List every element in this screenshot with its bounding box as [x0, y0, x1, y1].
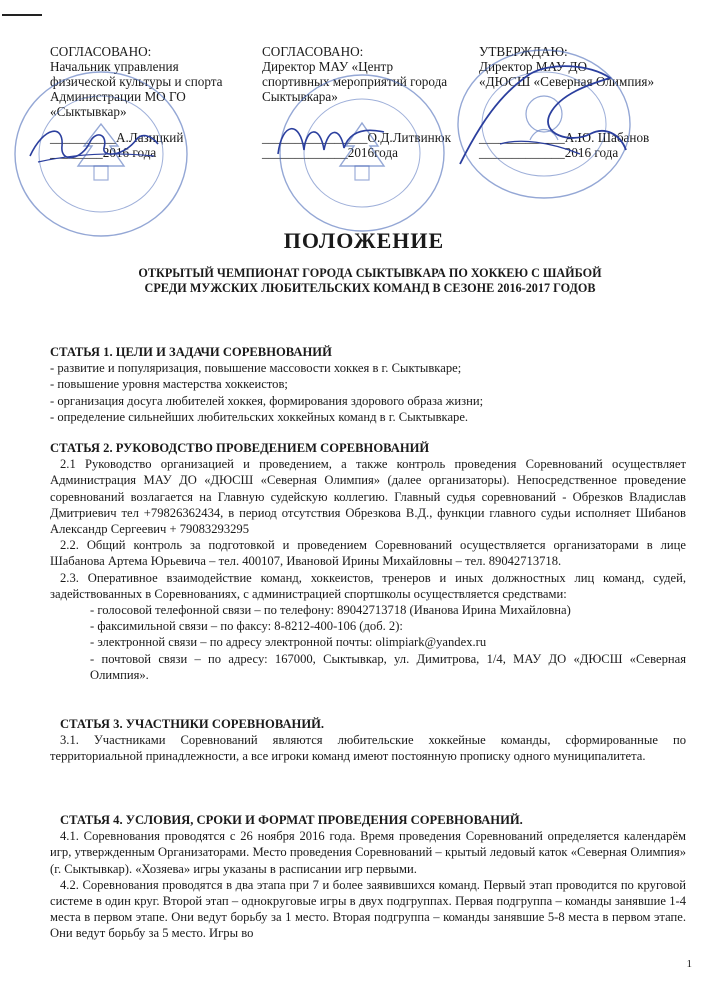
approval-sign-date: _____________2016 года: [479, 145, 619, 160]
approval-sign-name: __________А.Лазицкий: [50, 130, 184, 145]
article-2: [50, 440, 686, 683]
contact-item: - почтовой связи – по адресу: 167000, Сыктывкар, ул. Димитрова, 1/4, МАУ ДО «ДЮСШ «Северная Олимпия».: [90, 651, 686, 682]
list-item: - определение сильнейших любительских хоккейных команд в г. Сыктывкаре.: [50, 409, 469, 424]
contact-item: - факсимильной связи – по факсу: 8-8212-400-106 (доб. 2):: [90, 619, 403, 634]
article-heading: СТАТЬЯ 3. УЧАСТНИКИ СОРЕВНОВАНИЙ.: [60, 717, 325, 731]
contact-item: - электронной связи – по адресу электронной почты: olimpiark@yandex.ru: [90, 635, 487, 650]
approval-line: Начальник управления: [50, 59, 179, 74]
page-number: 1: [686, 958, 692, 970]
article-4: [50, 812, 686, 942]
approval-line: «Сыктывкар»: [50, 104, 127, 119]
approval-sign-name: ________________О.Д.Литвинюк: [262, 130, 451, 145]
paragraph: 4.2. Соревнования проводятся в два этапа при 7 и более заявившихся команд. Первый этап проводится по круговой системе в один круг. Второй этап – однокруговые игры в двух подгруппах. Первая подгруппа – команды занявшие 1-4 места в первом этапе. Они ведут борьбу за 1 место. Вторая подгруппа – команды занявшие 5-8 места в первом этапе. Они ведут борьбу за 5 место. Игры во: [50, 877, 686, 941]
signature-1: [24, 116, 164, 176]
approval-heading: СОГЛАСОВАНО:: [50, 44, 152, 59]
approval-line: спортивных мероприятий города: [262, 74, 448, 89]
approval-line: физической культуры и спорта: [50, 74, 223, 89]
article-3: [50, 716, 686, 765]
document-subtitle: [80, 266, 660, 296]
list-item: - развитие и популяризация, повышение массовости хоккея в г. Сыктывкаре;: [50, 361, 462, 376]
approval-line: «ДЮСШ «Северная Олимпия»: [479, 74, 655, 89]
approval-sign-name: _____________А.Ю. Шабанов: [479, 130, 650, 145]
approval-sign-date: ________2016 года: [50, 145, 157, 160]
approval-line: Сыктывкара»: [262, 89, 338, 104]
approval-line: Директор МАУ ДО: [479, 59, 588, 74]
signature-3: [440, 54, 640, 184]
article-heading: СТАТЬЯ 2. РУКОВОДСТВО ПРОВЕДЕНИЕМ СОРЕВНОВАНИЙ: [50, 441, 430, 455]
approval-line: Директор МАУ «Центр: [262, 59, 394, 74]
paragraph: 2.1 Руководство организацией и проведением, а также контроль проведения Соревнований осуществляет Администрация МАУ ДО «ДЮСШ «Северная Олимпия» (далее организаторы). Непосредственное проведение соревнований возлагается на Главную судейскую коллегию. Главный судья соревнований - Обрезков Владислав Дмитриевич тел +79826362434, в период отсутствия Обрезкова В.Д., функции главного судьи исполняет Шибанов Александр Сергеевич + 79083293295: [50, 457, 686, 537]
approval-line: Администрации МО ГО: [50, 89, 186, 104]
subtitle-line: СРЕДИ МУЖСКИХ ЛЮБИТЕЛЬСКИХ КОМАНД В СЕЗОНЕ 2016-2017 ГОДОВ: [144, 281, 596, 295]
list-item: - повышение уровня мастерства хоккеистов;: [50, 377, 288, 392]
approval-sign-date: _____________2016года: [262, 145, 398, 160]
article-heading: СТАТЬЯ 1. ЦЕЛИ И ЗАДАЧИ СОРЕВНОВАНИЙ: [50, 345, 332, 359]
scan-mark: [2, 14, 42, 16]
paragraph: 4.1. Соревнования проводятся с 26 ноября 2016 года. Время проведения Соревнований определяется календарём игр, утвержденным Организаторами. Место проведения Соревнований – крытый ледовый каток «Северная Олимпия» (г. Сыктывкар). «Хозяева» игры указаны в расписании игр первыми.: [50, 829, 686, 876]
approval-heading: СОГЛАСОВАНО:: [262, 44, 364, 59]
document-title: ПОЛОЖЕНИЕ: [283, 228, 445, 253]
article-heading: СТАТЬЯ 4. УСЛОВИЯ, СРОКИ И ФОРМАТ ПРОВЕДЕНИЯ СОРЕВНОВАНИЙ.: [60, 813, 523, 827]
list-item: - организация досуга любителей хоккея, формирования здорового образа жизни;: [50, 393, 484, 408]
paragraph: 2.3. Оперативное взаимодействие команд, хоккеистов, тренеров и иных должностных лиц команд, судей, задействованных в Соревнованиях, с администрацией спортшколы осуществляется средствами:: [50, 570, 686, 601]
paragraph: 3.1. Участниками Соревнований являются любительские хоккейные команды, сформированные по территориальной принадлежности, а все игроки команд имеют постоянную прописку одного муниципалитета.: [50, 733, 686, 764]
signature-2: [270, 110, 390, 170]
paragraph: 2.2. Общий контроль за подготовкой и проведением Соревнований осуществляется организаторами в лице Шабанова Артема Юрьевича – тел. 400107, Ивановой Ирины Михайловны – тел. 89042713718.: [50, 538, 686, 569]
subtitle-line: ОТКРЫТЫЙ ЧЕМПИОНАТ ГОРОДА СЫКТЫВКАРА ПО ХОККЕЮ С ШАЙБОЙ: [138, 266, 602, 280]
approval-heading: УТВЕРЖДАЮ:: [479, 44, 568, 59]
contact-item: - голосовой телефонной связи – по телефону: 89042713718 (Иванова Ирина Михайловна): [90, 603, 571, 618]
article-1: [50, 344, 686, 425]
